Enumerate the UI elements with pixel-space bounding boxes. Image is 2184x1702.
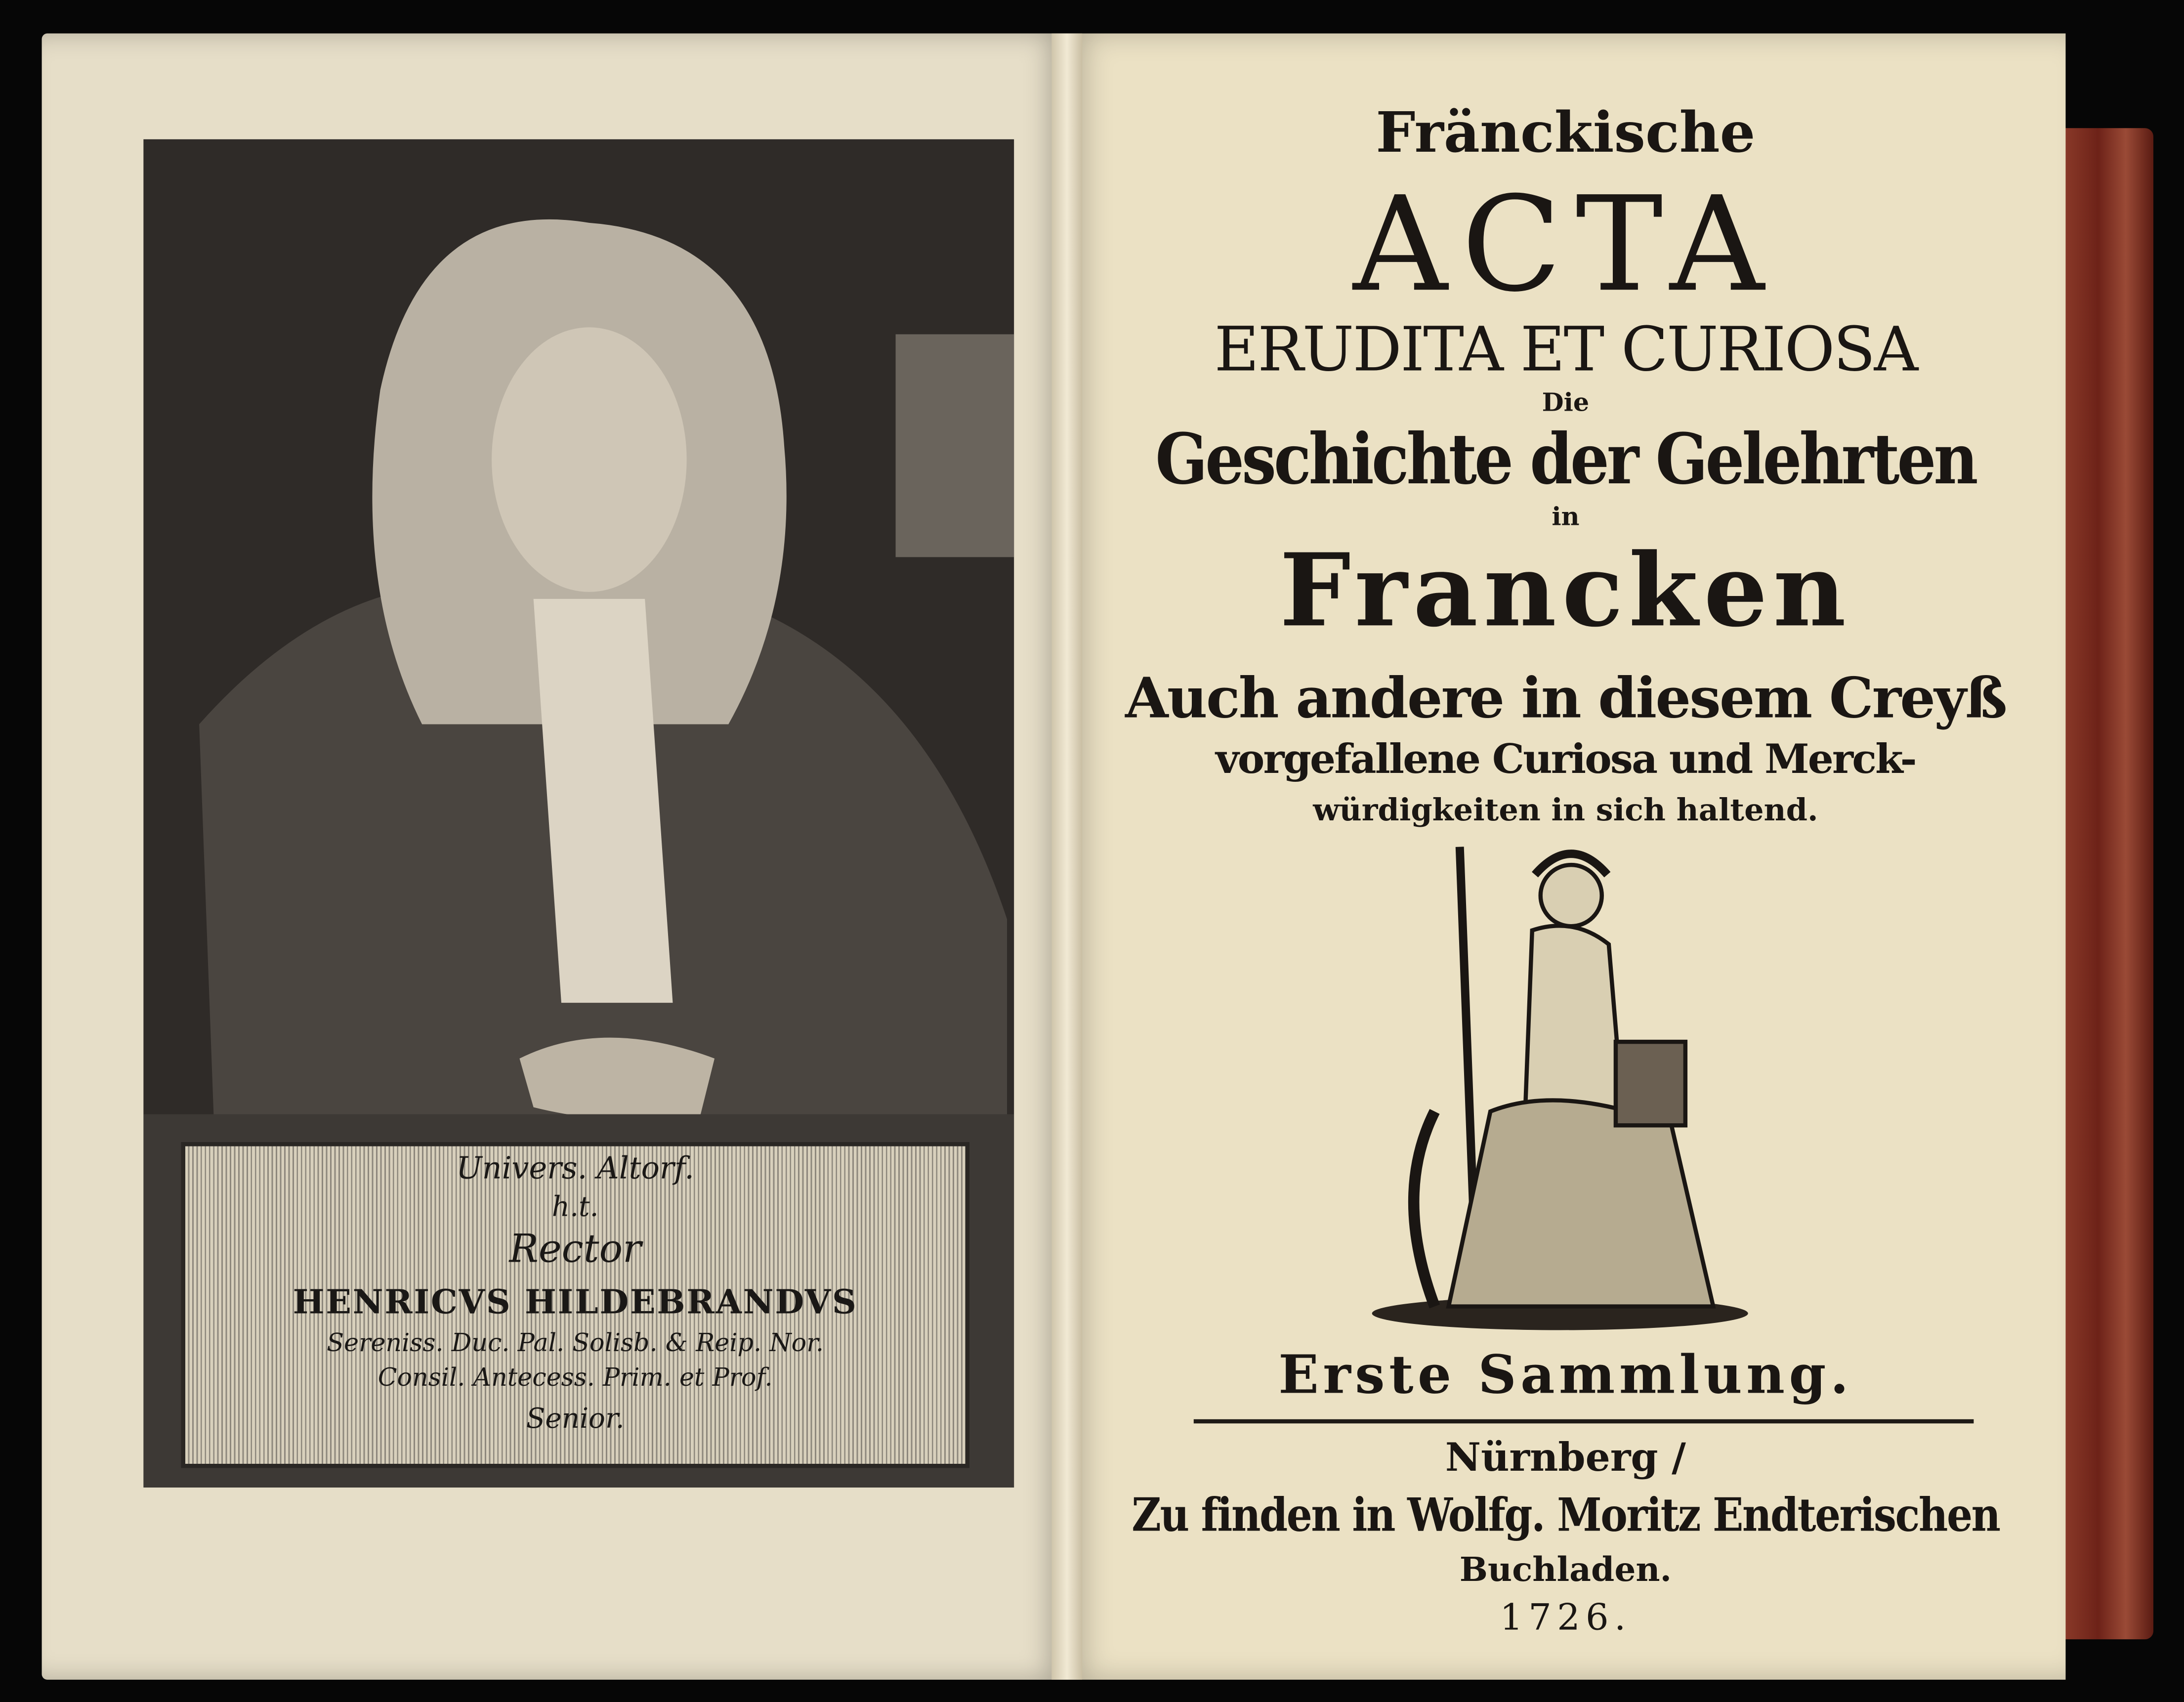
title-in: in xyxy=(1552,503,1580,532)
book-page-edges xyxy=(2061,128,2153,1639)
title-line-fraenckische: Fränckische xyxy=(1376,100,1756,166)
portrait-plaque xyxy=(181,1142,969,1468)
right-page xyxy=(1065,34,2065,1680)
plaque-line-sereniss: Sereniss. Duc. Pal. Solisb. & Reip. Nor. xyxy=(327,1328,824,1358)
subtitle-auch: Auch andere in diesem Creyß xyxy=(1125,666,2006,731)
imprint-place: Nürnberg / xyxy=(1445,1434,1686,1481)
plaque-line-senior: Senior. xyxy=(526,1401,625,1435)
subtitle-vorgefallene: vorgefallene Curiosa und Merck- xyxy=(1216,735,1916,783)
allegorical-figure-woodcut xyxy=(1351,833,1769,1334)
plaque-line-consil: Consil. Antecess. Prim. et Prof. xyxy=(378,1363,773,1393)
horizontal-rule xyxy=(1194,1419,1974,1423)
title-erudita: ERUDITA ET CURIOSA xyxy=(1214,314,1917,386)
imprint-year: 1726. xyxy=(1500,1597,1632,1640)
title-geschichte: Geschichte der Gelehrten xyxy=(1155,418,1976,500)
portrait-engraving xyxy=(143,139,1014,1488)
title-die: Die xyxy=(1542,388,1590,418)
title-francken: Francken xyxy=(1279,530,1852,649)
book-gutter xyxy=(1051,34,1082,1680)
plaque-line-ht: h.t. xyxy=(551,1189,599,1223)
imprint-buchladen: Buchladen. xyxy=(1459,1548,1672,1589)
imprint-publisher: Zu finden in Wolfg. Moritz Endterischen xyxy=(1132,1487,2000,1542)
collection-label: Erste Sammlung. xyxy=(1278,1342,1853,1405)
plaque-line-univers: Univers. Altorf. xyxy=(456,1151,695,1187)
subtitle-wuerdigkeiten: würdigkeiten in sich haltend. xyxy=(1313,792,1818,829)
title-acta: ACTA xyxy=(1353,170,1778,322)
plaque-name: HENRICVS HILDEBRANDVS xyxy=(293,1281,858,1322)
plaque-line-rector: Rector xyxy=(509,1226,641,1272)
